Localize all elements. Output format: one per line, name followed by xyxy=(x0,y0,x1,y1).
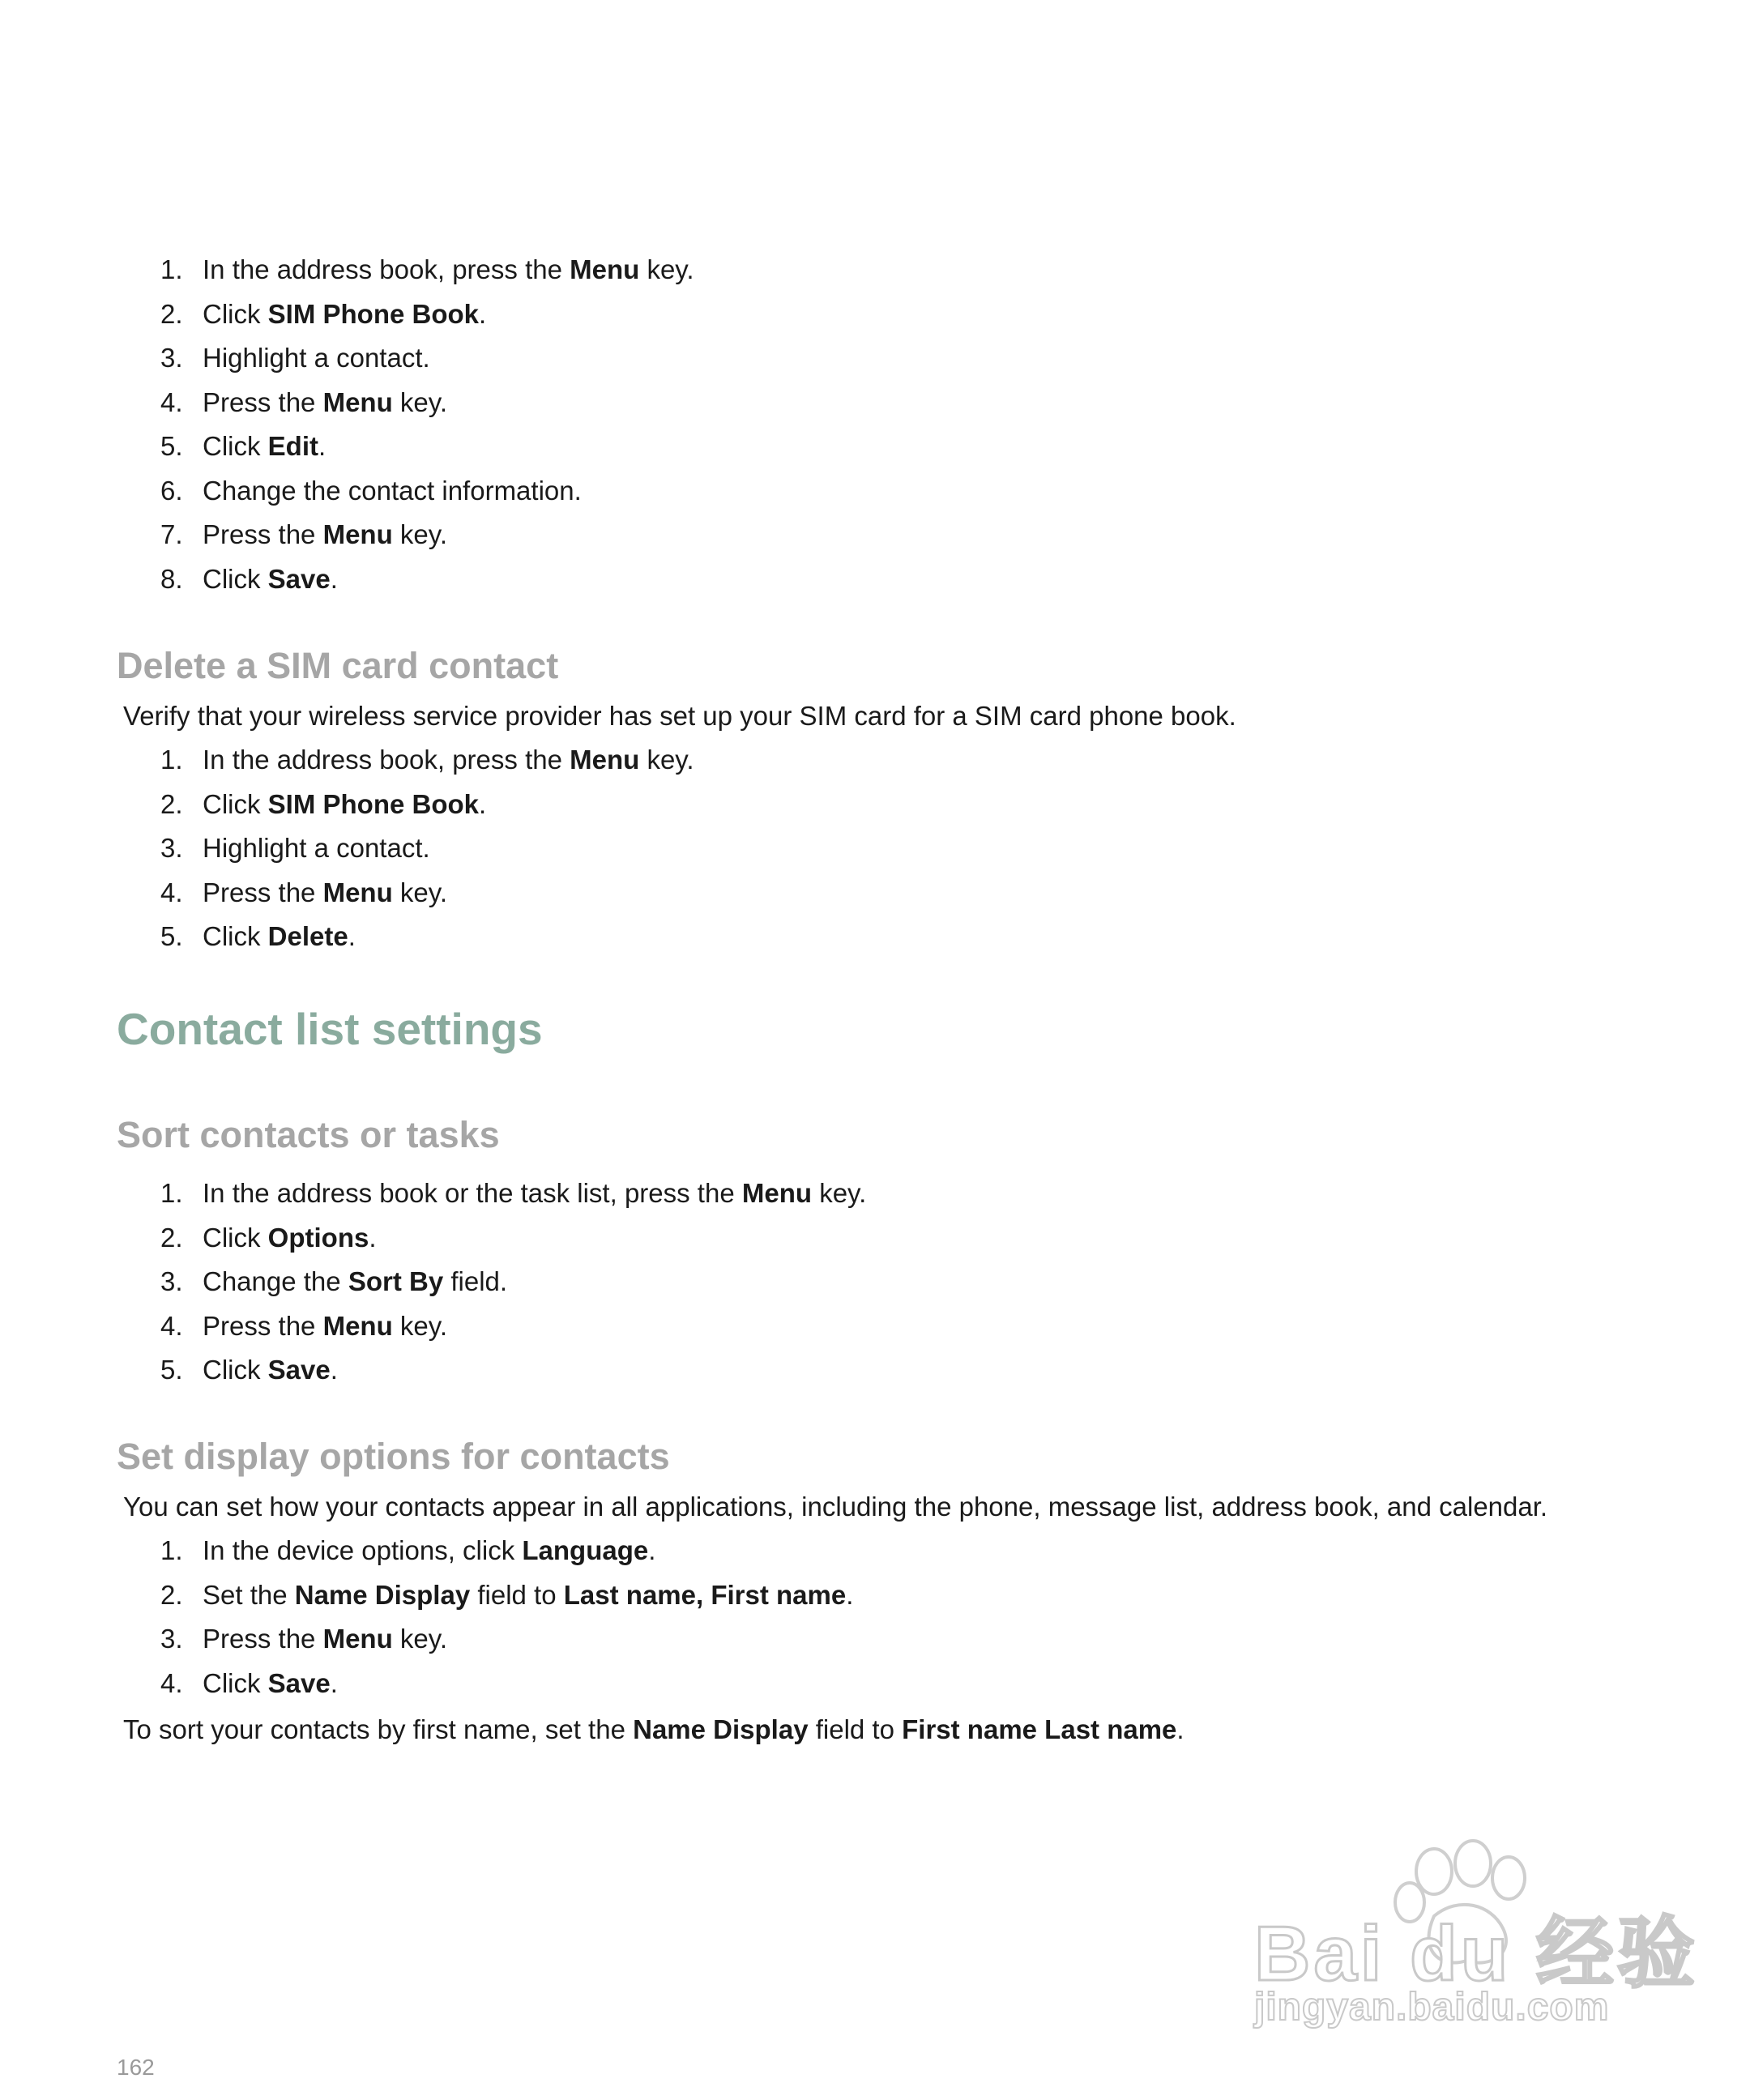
contact-list-settings-heading: Contact list settings xyxy=(117,1004,543,1054)
list-item: 3. Highlight a contact. xyxy=(160,343,430,373)
display-options-intro: You can set how your contacts appear in all applications, including the phone, message list, address book, and calendar. xyxy=(123,1492,1548,1522)
delete-sim-contact-steps xyxy=(160,738,694,959)
list-item: 3. Highlight a contact. xyxy=(160,833,430,863)
list-item: 4. Press the Menu key. xyxy=(160,386,447,417)
list-item: 4. Click Save. xyxy=(160,1667,338,1698)
list-item: 4. Press the Menu key. xyxy=(160,877,447,907)
delete-sim-contact-intro: Verify that your wireless service provider has set up your SIM card for a SIM card phone book. xyxy=(123,701,1236,731)
delete-sim-contact-heading: Delete a SIM card contact xyxy=(117,645,559,686)
list-item: 2. Click Options. xyxy=(160,1222,377,1253)
list-item: 5. Click Edit. xyxy=(160,431,327,461)
list-item: 7. Press the Menu key. xyxy=(160,519,447,549)
list-item: 5. Click Save. xyxy=(160,1355,338,1385)
list-item: 2. Click SIM Phone Book. xyxy=(160,788,487,819)
display-options-note: To sort your contacts by first name, set the Name Display field to First name Last name. xyxy=(123,1714,1184,1744)
display-options-steps xyxy=(160,1529,853,1705)
list-item: 4. Press the Menu key. xyxy=(160,1310,447,1341)
list-item: 1. In the address book or the task list, press the Menu key. xyxy=(160,1178,867,1208)
list-item: 3. Press the Menu key. xyxy=(160,1624,447,1654)
sort-contacts-steps xyxy=(160,1172,866,1393)
list-item: 6. Change the contact information. xyxy=(160,475,582,506)
list-item: 1. In the device options, click Language. xyxy=(160,1535,656,1565)
list-item: 3. Change the Sort By field. xyxy=(160,1266,508,1296)
watermark-brand: Bai du 经验 xyxy=(1254,1910,1699,1997)
sort-contacts-heading: Sort contacts or tasks xyxy=(117,1114,500,1155)
list-item: 5. Click Delete. xyxy=(160,921,356,951)
page-number: 162 xyxy=(117,2055,155,2080)
edit-sim-contact-steps xyxy=(160,248,694,601)
list-item: 8. Click Save. xyxy=(160,563,338,594)
list-item: 2. Set the Name Display field to Last name, First name. xyxy=(160,1579,854,1610)
display-options-heading: Set display options for contacts xyxy=(117,1436,670,1477)
list-item: 1. In the address book, press the Menu key. xyxy=(160,745,694,775)
list-item: 1. In the address book, press the Menu key. xyxy=(160,254,694,284)
watermark-url: jingyan.baidu.com xyxy=(1254,1986,1610,2029)
list-item: 2. Click SIM Phone Book. xyxy=(160,298,487,329)
